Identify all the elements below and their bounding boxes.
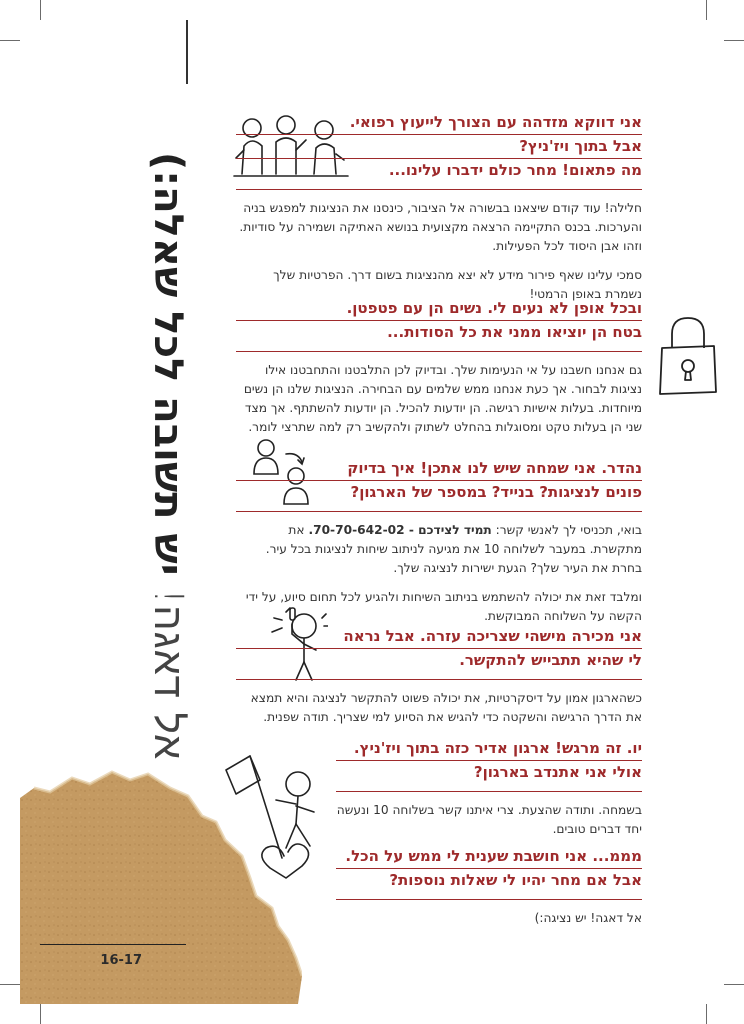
crop-mark [724,40,744,41]
title-bold: יש תשובה לכל שאלה:) [145,151,191,576]
qa-section-5 [336,738,642,849]
crop-mark [706,0,707,20]
answer-paragraph: חלילה! עוד קודם שיצאנו בבשורה אל הציבור, כינסנו את הנציגות למפגש בניה והערכות. בכנס התקיימה הרצאה מקצועית בנושא האתיקה ושמירה על סודיות. וזהו אבן היסוד לכל הפעילות. [239,201,642,253]
qa-section-6 [336,846,642,938]
answer-text: בואי, תכניסי לך לאנשי קשר: [491,523,642,537]
answer-paragraph: אל דאגה! יש נציגה:) [534,911,642,925]
question-line: פונים לנציגות? בנייד? במספר של הארגון? [350,483,642,501]
question-heading [336,846,642,900]
question-line: אולי אני אתנדב בארגון? [473,763,642,781]
answer-paragraph: ומלבד זאת את יכולה להשתמש בניתוב השיחות ולהגיע לכל תחום סיוע, על ידי הקשה על השלוחה המבוקשת. [245,590,642,623]
answer-text: את מתקשרת. במעבר לשלוחה 10 את מגיעה לניתוב שיחות לנציגות בכל עיר. בחרת את העיר שלך? הגעת ישירות לנציגה שלך. [265,523,642,575]
title-rule [186,20,188,84]
crop-mark [0,984,20,985]
question-line: מממ... אני חושבת שענית לי ממש על הכל. [336,846,642,869]
question-heading [336,738,642,792]
crop-mark [0,40,20,41]
question-line: אבל בתוך ויז'ניץ? [236,136,642,159]
crop-mark [724,984,744,985]
question-heading [236,112,642,190]
volunteer-flag-heart-icon [220,752,324,880]
question-heading [236,298,642,352]
footer-rule [40,944,186,945]
qa-section-2 [236,298,642,447]
question-line: מה פתאום! מחר כולם ידברו עלינו... [388,161,642,179]
padlock-icon [656,314,720,396]
title-light: אל דאגה! [145,588,191,761]
qa-section-1 [236,112,642,314]
crop-mark [40,1004,41,1024]
qa-section-3 [236,458,642,636]
answer-paragraph: כשהארגון אמון על דיסקרטיות, את יכולה פשוט להתקשר לנציגה והיא תמצא את הדרך הרגישה והשקטה כדי להגיש את הסיוע למי שצריך. תודה שפנית. [250,691,642,724]
crop-mark [40,0,41,20]
question-heading [236,626,642,680]
answer-paragraph [236,521,642,578]
qa-section-4 [236,626,642,737]
question-heading [236,458,642,512]
crop-mark [706,1004,707,1024]
question-line: אני מכירה מישהי שצריכה עזרה. אבל נראה [236,626,642,649]
question-line: בטח הן יוציאו ממני את כל הסודות... [387,323,642,341]
page-number: 16-17 [100,953,142,969]
answer-paragraph: בשמחה. ותודה שהצעת. צרי איתנו קשר בשלוחה 10 ונעשה יחד דברים טובים. [336,803,642,836]
page-footer [40,944,186,968]
question-line: יו. זה מרגש! ארגון אדיר כזה בתוך ויז'ניץ. [336,738,642,761]
question-line: אבל אם מחר יהיו לי שאלות נוספות? [389,871,642,889]
question-line: לי שהיא תתבייש להתקשר. [459,651,642,669]
question-line: נהדר. אני שמחה שיש לנו אתכן! איך בדיוק [236,458,642,481]
answer-paragraph: גם אנחנו חשבנו על אי הנעימות שלך. ובדיוק לכן התלבטנו והתחבטנו אילו נציגות לבחור. אך כעת אנחנו ממש שלמים עם הבחירה. הנציגות שלנו הן נשים מיוחדות. בעלות אישיות רגישה. הן יודעות להכיל. הן יודעות להשתתף. אך מצד שני הן בעלות טקט ומסוגלות בהחלט לשתוק ולהקשיב רק למה שתרצי לומר. [243,363,642,434]
hotline-number: תמיד לצידכם - 70-70-642-02. [308,523,492,537]
question-line: ובכל אופן לא נעים לי. נשים הן עם פטפטן. [236,298,642,321]
question-line: אני דווקא מזדהה עם הצורך לייעוץ רפואי. [236,112,642,135]
vertical-title [120,96,216,816]
answer-paragraph: סמכי עלינו שאף פירור מידע לא יצא מהנציגות בשום דרך. הפרטיות שלך נשמרת באופן הרמטי! [273,268,642,301]
